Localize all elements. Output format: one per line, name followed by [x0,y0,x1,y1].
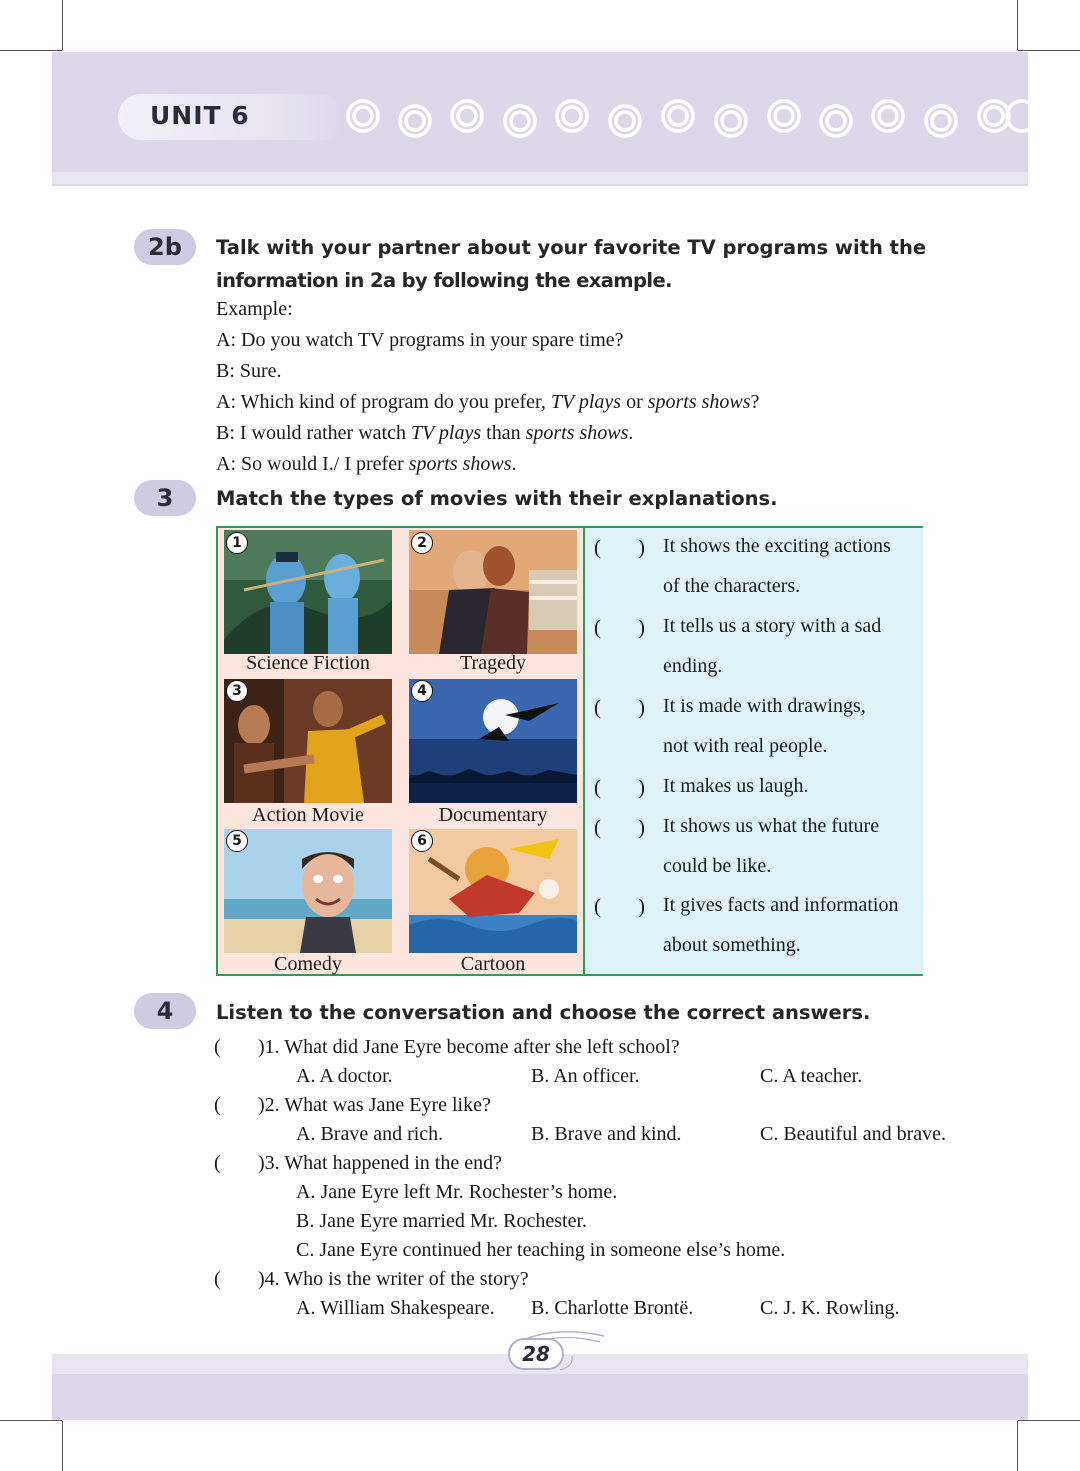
option-b[interactable]: B. Jane Eyre married Mr. Rochester. [296,1210,588,1232]
section-2b-title-line2: information in 2a by following the example. [216,269,672,292]
unit-title: UNIT 6 [150,101,250,130]
picture-label-action-movie: Action Movie [252,804,364,826]
example-label: Example: [216,298,293,320]
crop-mark [1018,1420,1080,1421]
picture-label-comedy: Comedy [274,953,342,975]
option-b[interactable]: B. An officer. [531,1065,640,1087]
science-fiction-image [224,530,392,654]
option-a[interactable]: A. Jane Eyre left Mr. Rochester’s home. [296,1181,618,1203]
answer-blank-open: ( [594,775,601,799]
picture-number-6: 6 [411,830,433,852]
explanation-line: It is made with drawings, [663,695,866,717]
explanation-line: It shows us what the future [663,815,880,837]
explanation-line: It tells us a story with a sad [663,615,882,637]
decorative-rings-icon [0,0,1080,200]
answer-blank-open: ( [594,615,601,639]
crop-mark [1017,1421,1018,1471]
option-a[interactable]: A. William Shakespeare. [296,1297,495,1319]
cartoon-image [409,829,577,953]
answer-blank-close: ) [638,894,645,918]
dialogue-line: B: Sure. [216,360,282,382]
explanation-line: It makes us laugh. [663,775,809,797]
section-badge-3: 3 [134,480,196,516]
question-text: )1. What did Jane Eyre become after she left school? [258,1036,680,1058]
answer-blank-open[interactable]: ( [214,1094,221,1116]
answer-blank-open: ( [594,894,601,918]
explanation-line: not with real people. [663,735,828,757]
picture-label-documentary: Documentary [438,804,548,826]
picture-number-1: 1 [226,532,248,554]
option-c[interactable]: C. Jane Eyre continued her teaching in someone else’s home. [296,1239,786,1261]
explanation-line: could be like. [663,855,772,877]
picture-label-science-fiction: Science Fiction [246,652,370,674]
page-number: 28 [508,1338,564,1370]
comedy-image [224,829,392,953]
answer-blank-open: ( [594,535,601,559]
answer-blank-close: ) [638,615,645,639]
picture-number-4: 4 [411,680,433,702]
picture-label-tragedy: Tragedy [460,652,526,674]
answer-blank-open[interactable]: ( [214,1268,221,1290]
explanation-line: of the characters. [663,575,801,597]
explanation-line: ending. [663,655,723,677]
option-c[interactable]: C. J. K. Rowling. [760,1297,900,1319]
dialogue-line: A: Do you watch TV programs in your spare time? [216,329,624,351]
option-a[interactable]: A. A doctor. [296,1065,393,1087]
explanation-line: about something. [663,934,801,956]
section-badge-2b: 2b [134,229,196,265]
option-c[interactable]: C. Beautiful and brave. [760,1123,947,1145]
answer-blank-close: ) [638,815,645,839]
dialogue-line: A: So would I./ I prefer sports shows. [216,453,517,475]
answer-blank-open: ( [594,695,601,719]
dialogue-line: A: Which kind of program do you prefer, TV plays or sports shows? [216,391,760,413]
dialogue-line: B: I would rather watch TV plays than sports shows. [216,422,634,444]
option-a[interactable]: A. Brave and rich. [296,1123,444,1145]
picture-number-5: 5 [226,830,248,852]
answer-blank-close: ) [638,775,645,799]
action-movie-image [224,679,392,803]
explanation-line: It gives facts and information [663,894,899,916]
section-3-title: Match the types of movies with their explanations. [216,487,778,510]
picture-number-2: 2 [411,532,433,554]
answer-blank-close: ) [638,695,645,719]
question-text: )4. Who is the writer of the story? [258,1268,529,1290]
documentary-image [409,679,577,803]
picture-number-3: 3 [226,680,248,702]
answer-blank-open: ( [594,815,601,839]
answer-blank-close: ) [638,535,645,559]
section-2b-title-line1: Talk with your partner about your favorite TV programs with the [216,236,927,259]
question-text: )2. What was Jane Eyre like? [258,1094,491,1116]
crop-mark [62,1421,63,1471]
picture-label-cartoon: Cartoon [460,953,526,975]
question-text: )3. What happened in the end? [258,1152,502,1174]
answer-blank-open[interactable]: ( [214,1152,221,1174]
option-c[interactable]: C. A teacher. [760,1065,863,1087]
answer-blank-open[interactable]: ( [214,1036,221,1058]
option-b[interactable]: B. Brave and kind. [531,1123,682,1145]
crop-mark [0,1420,62,1421]
explanation-line: It shows the exciting actions [663,535,891,557]
tragedy-image [409,530,577,654]
option-b[interactable]: B. Charlotte Brontë. [531,1297,694,1319]
section-4-title: Listen to the conversation and choose the correct answers. [216,1001,871,1024]
section-badge-4: 4 [134,993,196,1029]
